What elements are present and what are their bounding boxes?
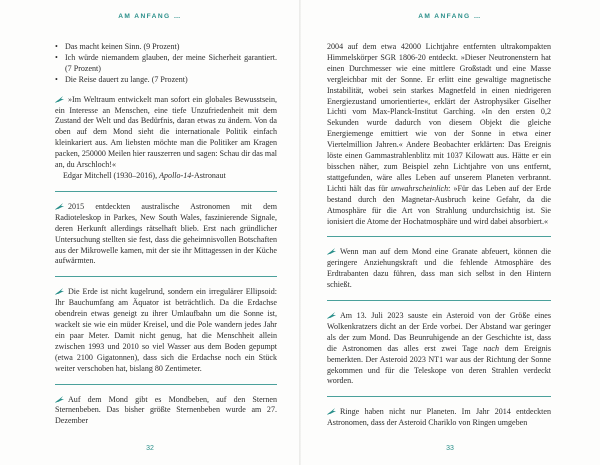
entry-text: Am 13. Juli 2023 sauste ein Asteroid von der Größe eines Wolkenkratzers dicht an der Erde vorbei. Der Abstand war geringer als der zum Mond. Das Beunruhigende an der Geschichte ist, dass die Astronomen das alles erst zwei Tage bbox=[327, 311, 551, 353]
attribution-mission: Apollo-14 bbox=[159, 170, 192, 180]
entry-asteroid-2023 bbox=[327, 311, 551, 387]
left-page-content bbox=[55, 42, 277, 436]
page-number-right: 33 bbox=[446, 445, 454, 452]
entry-moon-grenade bbox=[327, 247, 551, 291]
list-item: • Die Reise dauert zu lange. (7 Prozent) bbox=[55, 75, 277, 86]
attribution-name: Edgar Mitchell (1930–2016), bbox=[63, 170, 160, 180]
entry-starquake-continued bbox=[327, 42, 551, 227]
survey-bullet-list bbox=[55, 42, 277, 86]
list-item: • Das macht keinen Sinn. (9 Prozent) bbox=[55, 42, 277, 53]
section-divider bbox=[55, 276, 277, 277]
entry-text: 2015 entdeckten australische Astronomen mit dem Radioteleskop in Parkes, New South Wales, faszinierende Signale, deren Herkunft allerdings rätselhaft blieb. Erst nach gründlicher Untersuchung stellten sie fest, dass die geheimnisvollen Botschaften aus der Mikrowelle kamen, mit der sie ihr Mittagessen in der Küche aufwärmten. bbox=[55, 201, 277, 266]
entry-chariklo-rings bbox=[327, 407, 551, 429]
feather-arrow-icon bbox=[55, 95, 65, 103]
feather-arrow-icon bbox=[55, 287, 65, 295]
emphasis-text: nach bbox=[483, 343, 500, 353]
entry-text: »Im Weltraum entwickelt man sofort ein globales Bewusstsein, ein Interesse an Menschen, eine tiefe Unzufriedenheit mit dem Zustand der Welt und das Bedürfnis, daran etwas zu ändern. Von da oben auf dem Mond sieht die internationale Politik einfach kleinkariert aus. Am liebsten möchte man die Politiker am Kragen packen, 250000 Meilen hier rauszerren und sagen: Schau dir das mal an, du Arschloch!« bbox=[55, 94, 277, 170]
entry-starquake bbox=[55, 395, 277, 428]
attribution-suffix: -Astronaut bbox=[191, 170, 226, 180]
entry-text: Auf dem Mond gibt es Mondbeben, auf den Sternen Sternenbeben. Das bisher größte Sternenbeben wurde am 27. Dezember bbox=[55, 394, 277, 426]
entry-parkes-signals bbox=[55, 202, 277, 267]
right-page-content bbox=[327, 42, 551, 438]
entry-text: dem Ereignis bemerkten. Der Asteroid 2023 NT1 war aus der Richtung der Sonne gekommen und für die Teleskope von deren Strahlen verdeckt worden. bbox=[327, 343, 551, 386]
feather-arrow-icon bbox=[327, 247, 337, 255]
quote-attribution bbox=[55, 171, 277, 182]
section-divider bbox=[55, 191, 277, 192]
section-divider bbox=[327, 236, 551, 237]
section-divider bbox=[327, 396, 551, 397]
feather-arrow-icon bbox=[55, 395, 65, 403]
list-item: • Ich würde niemandem glauben, der meine Sicherheit garantiert. (7 Prozent) bbox=[55, 53, 277, 75]
feather-arrow-icon bbox=[327, 407, 337, 415]
entry-text: Wenn man auf dem Mond eine Granate abfeuert, können die geringere Anziehungskraft und die fehlende Atmosphäre des Erdtrabanten dazu führen, dass man sich selbst in den Hintern schießt. bbox=[327, 247, 551, 290]
entry-text: Die Erde ist nicht kugelrund, sondern ein irregulärer Ellipsoid: Ihr Bauchumfang am Äquator ist beträchtlich. Da die Erdachse obendrein etwas geneigt zu ihrer Umlaufbahn um die Sonne ist, wackelt sie wie ein müder Kreisel, und die Pole wandern jedes Jahr ein paar Meter. Damit nicht genug, hat die Menschheit allein zwischen 1993 und 2010 so viel Wasser aus dem Boden gepumpt (etwa 2100 Gigatonnen), dass sich die Erdachse noch ein Stück weiter verschoben hat, bislang 80 Zentimeter. bbox=[55, 287, 277, 373]
right-page bbox=[300, 0, 600, 465]
running-header-left: AM ANFANG … bbox=[118, 13, 182, 20]
section-divider bbox=[55, 384, 277, 385]
entry-quote-mitchell bbox=[55, 95, 277, 182]
section-divider bbox=[327, 300, 551, 301]
running-header-right: AM ANFANG … bbox=[418, 13, 482, 20]
entry-text: Ringe haben nicht nur Planeten. Im Jahr 2014 entdeckten Astronomen, dass der Asteroid Chariklo von Ringen umgeben bbox=[327, 407, 551, 428]
entry-earth-ellipsoid bbox=[55, 287, 277, 374]
feather-arrow-icon bbox=[327, 311, 337, 319]
emphasis-text: unwahrscheinlich bbox=[390, 183, 449, 193]
page-number-left: 32 bbox=[146, 445, 154, 452]
entry-text: : »Für das Leben auf der Erde bestand durch den Magnetar-Ausbruch keine Gefahr, da die Atmosphäre für die Art von Strahlung undurchsichtig ist. Sie ionisiert die Atome der Hochatmosphäre und wird dabei absorbiert.« bbox=[327, 183, 551, 226]
entry-text: 2004 auf dem etwa 42000 Lichtjahre entfernten ultrakompakten Himmelskörper SGR 1806-20 entdeckt. »Dieser Neutronenstern hat einen Durchmesser wie eine mittlere Großstadt und eine Masse vergleichbar mit der Sonne. Er erlitt eine gewaltige magnetische Instabilität, wobei sein starkes Magnetfeld in einen niedrigeren Energiezustand umorientierte«, erklärt der Astrophysiker Giselher Lichti vom Max-Planck-Institut Garching. »In den ersten 0,2 Sekunden wurde dadurch von diesem Objekt die gleiche Energiemenge emittiert wie von der Sonne in etwa einer Viertelmillion Jahren.« Andere Beobachter erklärten: Das Ereignis löste einen Gammastrahlenblitz mit 1037 Kilowatt aus. Hätte er ein bisschen näher, zum Beispiel zehn Lichtjahre von uns entfernt, stattgefunden, wäre alles Leben auf unserem Planeten verbrannt. Lichti hält das für bbox=[327, 42, 551, 193]
feather-arrow-icon bbox=[55, 202, 65, 210]
